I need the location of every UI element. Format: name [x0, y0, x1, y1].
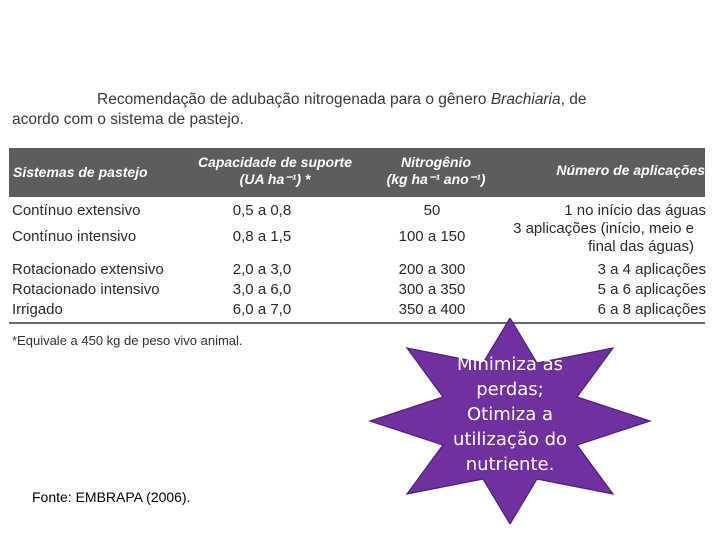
table-footnote: *Equivale a 450 kg de peso vivo animal. — [12, 333, 243, 348]
header-nitrogenio-line2: (kg ha⁻¹ ano⁻¹) — [386, 171, 486, 187]
caption-text-end: , de — [560, 91, 587, 108]
cell-aplicacoes: 3 a 4 aplicações — [597, 261, 706, 278]
source-citation: Fonte: EMBRAPA (2006). — [32, 489, 191, 505]
cell-capacidade: 0,8 a 1,5 — [232, 228, 292, 245]
table-row — [12, 201, 708, 221]
cell-nitrogenio: 200 a 300 — [398, 261, 466, 278]
header-aplicacoes: Número de aplicações — [556, 162, 705, 178]
header-capacidade-line2: (UA ha⁻¹) * — [239, 171, 311, 187]
cell-sistema: Contínuo intensivo — [12, 228, 137, 245]
callout-line: utilização do — [452, 429, 568, 450]
cell-capacidade: 3,0 a 6,0 — [232, 281, 292, 298]
cell-sistema: Rotacionado extensivo — [12, 261, 164, 278]
cell-aplicacoes: 6 a 8 aplicações — [597, 301, 706, 318]
cell-nitrogenio: 100 a 150 — [398, 228, 466, 245]
table-caption — [12, 90, 712, 130]
caption-genus: Brachiaria — [490, 91, 561, 108]
cell-capacidade: 0,5 a 0,8 — [232, 202, 292, 219]
callout-line: Otimiza a — [467, 404, 553, 425]
header-capacidade — [185, 154, 365, 188]
cell-aplicacoes: 5 a 6 aplicações — [597, 281, 706, 298]
cell-aplicacoes: 3 aplicações (início, meio e final das águas) — [513, 220, 694, 255]
cell-nitrogenio: 300 a 350 — [398, 281, 466, 298]
table-row — [12, 300, 708, 320]
cell-aplicacoes: 1 no início das águas — [564, 202, 706, 219]
header-sistemas: Sistemas de pastejo — [13, 164, 148, 180]
header-nitrogenio — [371, 154, 501, 188]
caption-line-2: acordo com o sistema de pastejo. — [12, 111, 244, 128]
caption-line-1 — [12, 90, 712, 110]
table-row — [12, 280, 708, 300]
caption-text: Recomendação de adubação nitrogenada para o gênero — [97, 91, 491, 108]
header-capacidade-line1: Capacidade de suporte — [197, 154, 353, 170]
cell-nitrogenio: 350 a 400 — [398, 301, 466, 318]
callout-text — [420, 352, 600, 477]
cell-capacidade: 2,0 a 3,0 — [232, 261, 292, 278]
table-row — [12, 260, 708, 280]
callout-line: Minimiza as — [456, 354, 564, 375]
header-nitrogenio-line1: Nitrogênio — [401, 154, 471, 170]
cell-capacidade: 6,0 a 7,0 — [232, 301, 292, 318]
callout-line: perdas; — [476, 379, 544, 400]
cell-sistema: Contínuo extensivo — [12, 202, 141, 219]
cell-sistema: Rotacionado intensivo — [12, 281, 160, 298]
table-header — [9, 148, 705, 197]
cell-sistema: Irrigado — [12, 301, 63, 318]
cell-nitrogenio: 50 — [423, 202, 441, 219]
callout-line: nutriente. — [465, 454, 555, 475]
